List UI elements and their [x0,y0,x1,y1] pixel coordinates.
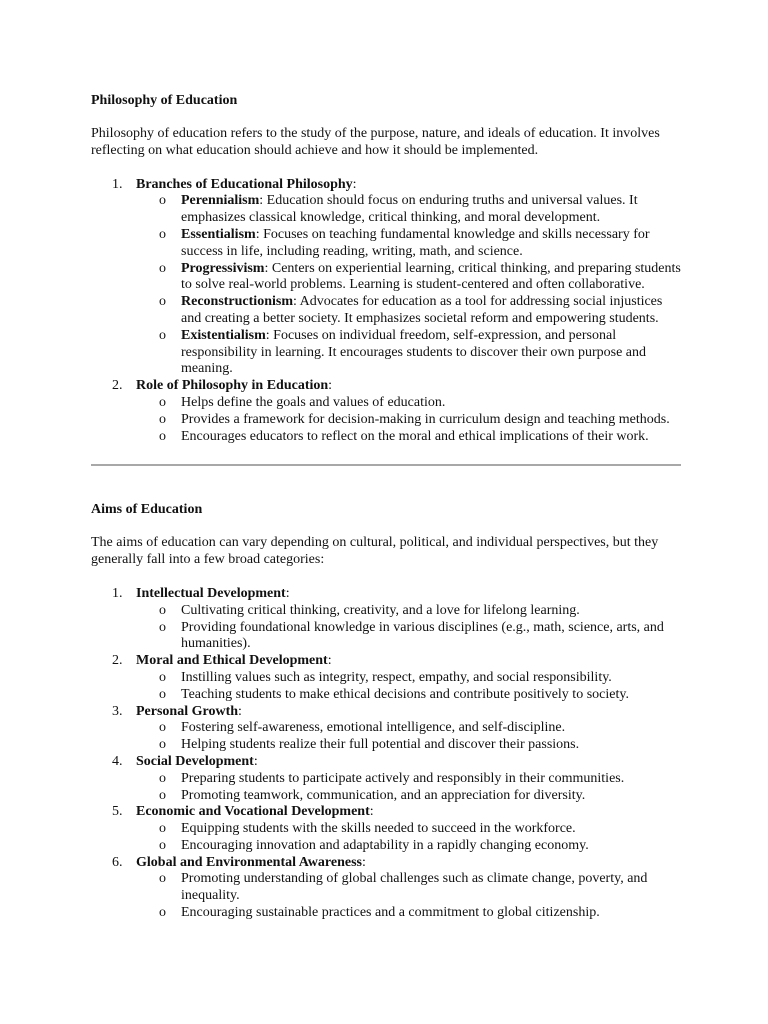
sub-item-text: : Education should focus on enduring truths and universal values. It emphasizes classical knowledge, critical thinking, and moral development. [181,193,638,226]
sub-item-text: : Advocates for education as a tool for addressing social injustices and creating a better society. It emphasizes societal reform and empowering students. [181,294,663,326]
sub-item-term: Progressivism [181,260,265,276]
bullet-marker: o [159,770,166,786]
list-number: 1. [112,176,123,192]
bullet-marker: o [159,871,166,887]
sub-item-text: Encourages educators to reflect on the moral and ethical implications of their work. [181,428,649,444]
sub-list [136,821,681,855]
list-item-label: Role of Philosophy in Education [136,378,329,394]
sub-item-text: Preparing students to participate actively and responsibly in their communities. [181,770,625,786]
sub-list-item [136,720,681,737]
label-colon: : [352,176,357,192]
horizontal-divider [91,464,681,466]
bullet-marker: o [159,686,166,702]
sub-item-term: Reconstructionism [181,294,293,310]
sub-item-text: Promoting teamwork, communication, and an appreciation for diversity. [181,787,586,803]
sub-list [136,603,681,653]
sub-item-text: Encouraging innovation and adaptability in a rapidly changing economy. [181,837,589,853]
sub-list [136,670,681,704]
sub-list-item [136,429,681,446]
sub-list-item [136,838,681,855]
list-item-label: Global and Environmental Awareness [136,854,362,870]
bullet-marker: o [159,787,166,803]
bullet-marker: o [159,720,166,736]
philosophy-list [91,177,681,446]
sub-item-term: Essentialism [181,226,256,242]
sub-list-item [136,395,681,412]
sub-list-item [136,687,681,704]
sub-list-item [136,821,681,838]
bullet-marker: o [159,226,166,242]
list-number: 4. [112,753,123,769]
aims-list-item [91,586,681,653]
sub-list-item [136,871,681,905]
sub-item-text: Teaching students to make ethical decisions and contribute positively to society. [181,686,629,702]
label-colon: : [369,804,374,820]
sub-item-text: Helps define the goals and values of education. [181,394,446,410]
philosophy-list-item [91,378,681,445]
sub-item-text: Promoting understanding of global challenges such as climate change, poverty, and inequality. [181,871,648,904]
label-colon: : [328,378,333,394]
list-number: 2. [112,653,123,669]
label-colon: : [253,753,258,769]
sub-list-item [136,328,681,378]
list-number: 5. [112,804,123,820]
label-colon: : [238,703,242,719]
aims-list [91,586,681,922]
bullet-marker: o [159,428,166,444]
sub-list-item [136,737,681,754]
sub-item-text: Provides a framework for decision-making in curriculum design and teaching methods. [181,411,670,427]
bullet-marker: o [159,669,166,685]
list-item-label: Social Development [136,753,254,769]
sub-item-text: : Focuses on individual freedom, self-expression, and personal responsibility in learning. It encourages students to discover their own purpose and meaning. [181,327,647,377]
aims-list-item [91,754,681,804]
sub-item-text: : Centers on experiential learning, critical thinking, and preparing students to solve real-world problems. Learning is student-centered and often collaborative. [181,260,681,293]
aims-intro-paragraph: The aims of education can vary depending on cultural, political, and individual perspectives, but they generally fall into a few broad categories: [91,535,659,568]
aims-list-item [91,804,681,854]
bullet-marker: o [159,837,166,853]
aims-list-item [91,653,681,703]
sub-item-text: Fostering self-awareness, emotional intelligence, and self-discipline. [181,720,566,736]
sub-item-text: Instilling values such as integrity, respect, empathy, and social responsibility. [181,669,612,685]
list-number: 3. [112,703,123,719]
sub-list [136,771,681,805]
sub-item-text: Equipping students with the skills needed to succeed in the workforce. [181,821,576,837]
sub-item-text: Encouraging sustainable practices and a commitment to global citizenship. [181,905,600,921]
list-item-label: Personal Growth [136,703,239,719]
sub-list [136,395,681,445]
list-number: 6. [112,854,123,870]
sub-item-text: Helping students realize their full potential and discover their passions. [181,737,580,753]
sub-list-item [136,227,681,261]
bullet-marker: o [159,411,166,427]
sub-list [136,193,681,378]
sub-item-text: Cultivating critical thinking, creativity, and a love for lifelong learning. [181,602,580,618]
list-number: 1. [112,585,123,601]
section-heading-aims: Aims of Education [91,502,203,518]
sub-list-item [136,294,681,328]
aims-list-item [91,704,681,754]
aims-list-item [91,855,681,922]
sub-list [136,871,681,921]
sub-list-item [136,788,681,805]
document-body [91,92,681,922]
bullet-marker: o [159,737,166,753]
aims-section [91,501,681,922]
bullet-marker: o [159,602,166,618]
list-item-label: Economic and Vocational Development [136,804,370,820]
label-colon: : [327,653,332,669]
label-colon: : [361,854,366,870]
bullet-marker: o [159,193,166,209]
sub-list-item [136,603,681,620]
bullet-marker: o [159,394,166,410]
bullet-marker: o [159,905,166,921]
philosophy-intro-paragraph: Philosophy of education refers to the study of the purpose, nature, and ideals of education. It involves reflecting on what education should achieve and how it should be implemented. [91,126,660,158]
sub-list-item [136,771,681,788]
sub-item-text: Providing foundational knowledge in various disciplines (e.g., math, science, arts, and humanities). [181,619,664,652]
list-item-label: Branches of Educational Philosophy [136,176,353,192]
bullet-marker: o [159,619,166,635]
bullet-marker: o [159,294,166,310]
bullet-marker: o [159,327,166,343]
list-item-label: Intellectual Development [136,585,286,601]
sub-item-term: Existentialism [181,327,266,343]
sub-list-item [136,905,681,922]
label-colon: : [285,585,290,601]
bullet-marker: o [159,821,166,837]
sub-list-item [136,261,681,295]
sub-list-item [136,412,681,429]
list-item-label: Moral and Ethical Development [136,653,328,669]
philosophy-list-item [91,177,681,379]
sub-item-term: Perennialism [181,193,260,209]
sub-item-text: : Focuses on teaching fundamental knowledge and skills necessary for success in life, including reading, writing, math, and science. [181,226,650,259]
sub-list-item [136,193,681,227]
bullet-marker: o [159,260,166,276]
sub-list-item [136,620,681,654]
sub-list [136,720,681,754]
sub-list-item [136,670,681,687]
section-heading-philosophy: Philosophy of Education [91,93,238,108]
list-number: 2. [112,378,123,394]
